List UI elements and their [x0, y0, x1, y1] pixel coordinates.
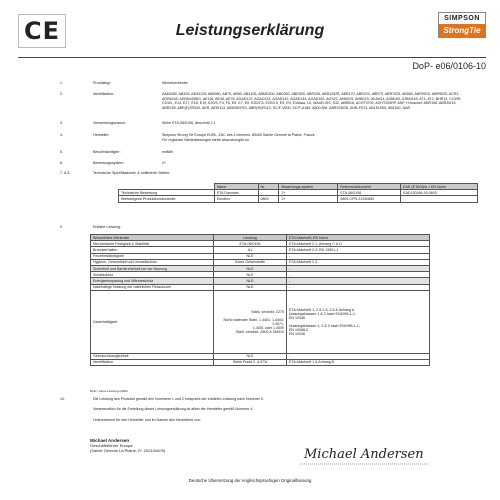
table-cell: Dauerhaftigkeit [91, 290, 214, 353]
item-label: Identifikation: [93, 92, 115, 96]
table-cell: ETA Abschnitt 2.1, Anhang C & D [287, 241, 430, 247]
declaration-line: Verantwortlich für die Erstellung dieser Leistungserklärung ist allein der Hersteller gemäß Nummer 4. [93, 407, 254, 411]
signature-text: Michael Andersen [304, 447, 424, 462]
table-cell: - [287, 284, 430, 290]
table-cell: ETA-06/0106 [214, 241, 287, 247]
table-cell: 2+ [279, 196, 338, 202]
declaration-line: Unterzeichnet für den Hersteller und im Namen des Herstellers von: [93, 418, 201, 422]
handwritten-signature [300, 440, 430, 466]
table-cell: Eurofins [214, 196, 258, 202]
perf-header-cell: Wesentliche Merkmale [91, 235, 214, 241]
item-value: 2+ [162, 161, 167, 165]
table-cell: Keine Gefahrstoffe [214, 259, 287, 265]
item-number: 6. [60, 161, 63, 165]
table-row [119, 196, 478, 202]
table-row [91, 359, 430, 365]
table-cell: NLE [214, 253, 287, 259]
spec-header-cell: Name [214, 184, 258, 190]
page-title: Leistungserklärung [175, 22, 325, 39]
spec-header-cell: EAD (ETAG)Nr. / EN Norm [401, 184, 478, 190]
table-cell: Hygiene, Gesundheit und Umweltschutz [91, 259, 214, 265]
table-cell: Werkseigene Produktionskontrolle [119, 196, 215, 202]
brand-top-text: SIMPSON [439, 13, 485, 24]
item-value: Winkelverbinder [162, 81, 188, 85]
table-cell: 2+ [279, 190, 338, 196]
item-value: entfällt [162, 150, 173, 154]
table-cell: ETA-06/0106 [338, 190, 401, 196]
translation-footer: Deutsche Übersetzung der englischsprachigen Originalfassung [188, 478, 312, 483]
item-label: Technische Spezifikationen & notifizierte Stellen: [93, 171, 171, 175]
table-cell: Stahl, verzinkt: Z275 Nicht rostender Stahl: 1.4401, 1.4404, 1.4571, 1.4301 oder 1.4509 Stahl, verzinkt: Z600 & ZM310 [214, 290, 287, 353]
table-cell: NLE [214, 278, 287, 284]
table-cell: NLE [214, 284, 287, 290]
spec-header-cell: Bewertungs-system [279, 184, 338, 190]
table-cell: 0809 [258, 196, 279, 202]
table-cell: Schallschutz [91, 272, 214, 278]
table-cell: Sicherheit und Barrierefreiheit bei der Nutzung [91, 265, 214, 271]
table-cell: Nachhaltige Nutzung der natürlichen Ressourcen [91, 284, 214, 290]
item-label: Hersteller: [93, 133, 110, 137]
table-cell: Energieeinsparung und Wärmeschutz [91, 278, 214, 284]
simpson-strongtie-logo [438, 12, 486, 38]
perf-header-cell: Leistung [214, 235, 287, 241]
table-cell: ETA Abschnitt 2.3 [287, 259, 430, 265]
table-cell: - [287, 278, 430, 284]
item-number: 10. [60, 397, 65, 401]
spec-header-cell: Referenzdokument [338, 184, 401, 190]
spec-table [118, 183, 478, 203]
table-cell: Gebrauchstauglichkeit [91, 353, 214, 359]
table-cell: Feuerbeständigkeit [91, 253, 214, 259]
table-cell: NLE [214, 353, 287, 359]
perf-header-cell: ETA Abschnitt; EN Norm [287, 235, 430, 241]
ce-mark-logo: CE [18, 14, 66, 48]
item-value: Siehe ETA-06/0106, Abschnitt 2.1 [162, 121, 216, 125]
item-number: 2. [60, 92, 63, 96]
item-number: 4. [60, 133, 63, 137]
declaration-line: Die Leistung des Produkts gemäß den Nummern 1 und 2 entspricht der erklärten Leistung nach Nummer 9. [93, 397, 264, 401]
header-divider [18, 57, 486, 58]
signatory-name: Michael Andersen [90, 438, 130, 443]
table-cell: ETA Abschnitt 1, 2 & 2.3, 2.5 & Anhang A Nutzungsklassen 1 & 2 nach EN1995-1-1; EN 10346 Nutzungsklassen 1, 2 & 3 nach EN1995-1-1; EN 10088-2 EN 10346 [287, 290, 430, 353]
table-cell: ETA Danmark [214, 190, 258, 196]
table-cell: - [287, 265, 430, 271]
table-cell: NLE [214, 272, 287, 278]
identification-list: AA60280, AB325, AB33125, AB6980, AB70, AB90, AB4105, ABMD300, ABD300, ABR300, ABR105, ABR105Z5, ABR170, ABR220, ABR70, ABR7025, AB980, ABR9015, ABR9020, ACR2, ADR6445, ADR6440801, AE116, AE48, AE76, AGAD122, AGAD124, AGAD142, AGAD144, AGAD162, AGS22, AHB01S, AHB01S, AKAH14, AJBDA5, AJRM416, AT1, AT2, BHR13, CCWR, CCWL, E14, E17, E18, E19, E20/3, F4, F5, E5, E7, E9, E20/2.5, E20/3.5, E9, E9, E16aaa, L5, WAAR-ISS, S32, ABRIKA, ACHT3700, ACHT200RP, ANF, H-bracket, ABR108, ABRZ6/15, ABRZ95, ABR(F)ZR300, AKR, AEW113, A5500BYSS, ABR(90)R110, SC/F-V500, SC/F-A180, A500-RM, ABR1S5GD, AHB-FS13, AB1515S5, AB1160, NAR [162, 92, 462, 110]
signatory-role: Geschäftsführer Europa [90, 443, 133, 448]
table-cell: Siehe Punkt 2. & ETA [214, 359, 287, 365]
table-cell: 0809-CPR-21330832 [338, 196, 401, 202]
item-label: Bevollmächtigter: [93, 150, 121, 154]
spec-header-cell: Nr. [258, 184, 279, 190]
brand-bottom-text: StrongTie [439, 24, 485, 37]
item-number: 7. & 8. [60, 171, 71, 175]
table-cell: Technische Bewertung [119, 190, 215, 196]
item-label: Verwendungszweck: [93, 121, 126, 125]
item-label: Bewertungssystem: [93, 161, 125, 165]
table-cell: Identifikation [91, 359, 214, 365]
item-number: 9. [60, 225, 63, 229]
signatory-place-date: (Sainte Gemme La Plaine, Fr. 2021/04/09) [90, 448, 166, 453]
table-cell: - [287, 353, 430, 359]
table-row [91, 290, 430, 353]
table-cell: - [287, 272, 430, 278]
table-cell [401, 196, 478, 202]
table-cell: - [258, 190, 279, 196]
item-number: 5. [60, 150, 63, 154]
table-cell: ETA Abschnitt 1 & Anhang D [287, 359, 430, 365]
table-cell: Brandverhalten [91, 247, 214, 253]
table-footnote: NLE = keine Leistung erklärt [90, 389, 128, 393]
table-cell: NLE [214, 265, 287, 271]
table-cell: - [287, 253, 430, 259]
item-number: 1. [60, 81, 63, 85]
table-cell: Mechanische Festigkeit & Stabilität [91, 241, 214, 247]
manufacturer-address: Simpson Strong Tie Europe EURL, ZAC des 4 chemins, 85400 Sainte Gemme la Plaine, Francs Für regionale Niederlassungen siehe www.strongtie.eu [162, 133, 315, 142]
signatory-block [90, 438, 165, 453]
item-number: 3. [60, 121, 63, 125]
performance-table [90, 234, 430, 366]
item-label: Erklärte Leistung: [93, 225, 121, 229]
table-cell: A1 [214, 247, 287, 253]
table-cell: EAD130186-00-0603 [401, 190, 478, 196]
item-label: Produkttyp: [93, 81, 112, 85]
document-number: DoP- e06/0106-10 [412, 61, 486, 71]
table-cell: ETA Abschnitt 2.2; EN 13501-1 [287, 247, 430, 253]
